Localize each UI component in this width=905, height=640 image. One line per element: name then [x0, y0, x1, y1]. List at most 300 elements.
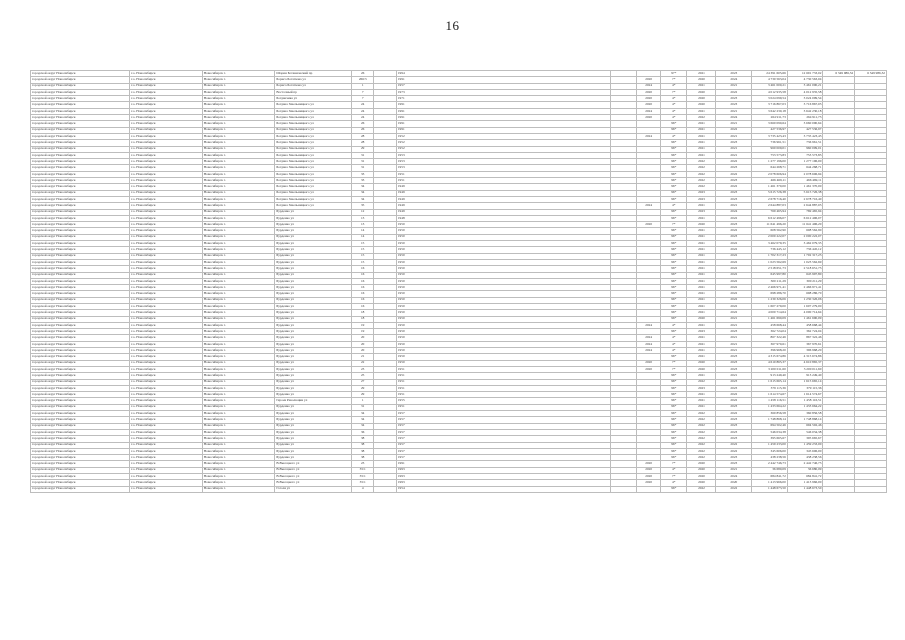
house-cell: 13: [351, 215, 373, 221]
end-year-cell: 2021: [716, 467, 752, 473]
fund-cost-cell: 608 562,90: [787, 228, 823, 234]
city-cell: Новосибирск г.: [202, 379, 275, 385]
total-cost-cell: 300 211,29: [752, 278, 788, 284]
total-cost-cell: 736 961,51: [752, 140, 788, 146]
work-type-cell: 1957: [396, 455, 610, 461]
street-cell: Бурденко ул: [275, 429, 352, 435]
municipality-cell: городской округ Новосибирск: [31, 278, 130, 284]
end-year-cell: 2021: [716, 146, 752, 152]
end-year-cell: 2022: [716, 285, 752, 291]
fund-cost-cell: 6 612 496,07: [787, 215, 823, 221]
street-cell: Бурденко ул: [275, 360, 352, 366]
fund-cost-cell: 36 680,09: [787, 467, 823, 473]
work-type-cell: 1950: [396, 285, 610, 291]
house-cell: 27: [351, 379, 373, 385]
house-cell: 31: [351, 159, 373, 165]
city-cell: Новосибирск г.: [202, 77, 275, 83]
municipality-cell: городской округ Новосибирск: [31, 77, 130, 83]
street-cell: Богдана Хмельницкого ул: [275, 115, 352, 121]
city-cell: Новосибирск г.: [202, 222, 275, 228]
start-year-cell: 2023: [687, 209, 716, 215]
municipality-cell: городской округ Новосибирск: [31, 234, 130, 240]
basis-cell: 2020: [637, 102, 661, 108]
house-cell: 23: [351, 461, 373, 467]
settlement-cell: г.о. Новосибирск: [130, 152, 203, 158]
house-cell: 19: [351, 329, 373, 335]
house-cell: 4: [351, 486, 373, 492]
fund-cost-cell: 3 716 867,03: [787, 102, 823, 108]
code-cell: 96*: [661, 429, 687, 435]
settlement-cell: г.о. Новосибирск: [130, 83, 203, 89]
street-cell: Бурденко ул: [275, 455, 352, 461]
start-year-cell: 2021: [687, 392, 716, 398]
code-cell: 96*: [661, 303, 687, 309]
fund-cost-cell: 1 607 279,00: [787, 303, 823, 309]
start-year-cell: 2020: [687, 102, 716, 108]
house-cell: 34: [351, 196, 373, 202]
total-cost-cell: 1 230 326,06: [752, 297, 788, 303]
settlement-cell: г.о. Новосибирск: [130, 348, 203, 354]
house-cell: 34: [351, 190, 373, 196]
settlement-cell: г.о. Новосибирск: [130, 392, 203, 398]
house-cell: 35/1: [351, 480, 373, 486]
house-cell: 14: [351, 228, 373, 234]
work-type-cell: 1950: [396, 234, 610, 240]
street-cell: Богдана Хмельницкого ул: [275, 102, 352, 108]
city-cell: Новосибирск г.: [202, 241, 275, 247]
start-year-cell: 2020: [687, 360, 716, 366]
municipality-cell: городской округ Новосибирск: [31, 461, 130, 467]
total-cost-cell: 466 469,11: [752, 178, 788, 184]
code-cell: 4*: [661, 102, 687, 108]
fund-cost-cell: 1 461 690,09: [787, 316, 823, 322]
house-cell: 16: [351, 297, 373, 303]
fund-cost-cell: 345 606,00: [787, 448, 823, 454]
total-cost-cell: 1 458 116,51: [752, 398, 788, 404]
start-year-cell: 2020: [687, 222, 716, 228]
city-cell: Новосибирск г.: [202, 102, 275, 108]
total-cost-cell: 396 968,20: [752, 348, 788, 354]
end-year-cell: 2023: [716, 417, 752, 423]
code-cell: 7*: [661, 474, 687, 480]
start-year-cell: 2020: [687, 96, 716, 102]
street-cell: Бурденко ул: [275, 316, 352, 322]
start-year-cell: 2021: [687, 121, 716, 127]
fund-cost-cell: 4 012 935,58: [787, 89, 823, 95]
code-cell: 7*: [661, 77, 687, 83]
total-cost-cell: 1 748 868,14: [752, 417, 788, 423]
street-cell: Бурденко ул: [275, 417, 352, 423]
municipality-cell: городской округ Новосибирск: [31, 398, 130, 404]
city-cell: Новосибирск г.: [202, 291, 275, 297]
street-cell: Богдана Хмельницкого ул: [275, 165, 352, 171]
municipality-cell: городской округ Новосибирск: [31, 115, 130, 121]
fund-cost-cell: 1 230 326,06: [787, 297, 823, 303]
settlement-cell: г.о. Новосибирск: [130, 461, 203, 467]
street-cell: Бурденко ул: [275, 247, 352, 253]
end-year-cell: 2021: [716, 83, 752, 89]
work-type-cell: 1950: [396, 360, 610, 366]
settlement-cell: г.о. Новосибирск: [130, 241, 203, 247]
settlement-cell: г.о. Новосибирск: [130, 429, 203, 435]
municipality-cell: городской округ Новосибирск: [31, 474, 130, 480]
work-type-cell: 1949: [396, 209, 610, 215]
settlement-cell: г.о. Новосибирск: [130, 253, 203, 259]
end-year-cell: 2022: [716, 247, 752, 253]
end-year-cell: 2023: [716, 102, 752, 108]
capital-repair-table: [30, 70, 887, 493]
municipality-cell: городской округ Новосибирск: [31, 196, 130, 202]
house-cell: 1: [351, 398, 373, 404]
city-cell: Новосибирск г.: [202, 272, 275, 278]
end-year-cell: 2021: [716, 341, 752, 347]
city-cell: Новосибирск г.: [202, 486, 275, 492]
house-cell: 18: [351, 316, 373, 322]
start-year-cell: 2022: [687, 159, 716, 165]
start-year-cell: 2021: [687, 354, 716, 360]
code-cell: 96*: [661, 329, 687, 335]
end-year-cell: 2022: [716, 411, 752, 417]
total-cost-cell: 1 413 966,00: [752, 480, 788, 486]
total-cost-cell: 2 442 746,73: [752, 461, 788, 467]
code-cell: 96*: [661, 140, 687, 146]
house-cell: 26: [351, 121, 373, 127]
work-type-cell: 1952: [396, 133, 610, 139]
city-cell: Новосибирск г.: [202, 467, 275, 473]
start-year-cell: 2020: [687, 467, 716, 473]
fund-cost-cell: 3 642 230,18: [787, 108, 823, 114]
street-cell: Богдана Хмельницкого ул: [275, 127, 352, 133]
total-cost-cell: 1 433 664,22: [752, 404, 788, 410]
end-year-cell: 2022: [716, 259, 752, 265]
code-cell: 96*: [661, 121, 687, 127]
code-cell: 96*: [661, 196, 687, 202]
end-year-cell: 2022: [716, 486, 752, 492]
municipality-cell: городской округ Новосибирск: [31, 127, 130, 133]
total-cost-cell: 3 461 000,21: [752, 83, 788, 89]
street-cell: В.Высоцкого ул: [275, 474, 352, 480]
municipality-cell: городской округ Новосибирск: [31, 272, 130, 278]
total-cost-cell: 546 034,38: [752, 429, 788, 435]
municipality-cell: городской округ Новосибирск: [31, 385, 130, 391]
city-cell: Новосибирск г.: [202, 474, 275, 480]
fund-cost-cell: 2 466 971,41: [787, 285, 823, 291]
settlement-cell: г.о. Новосибирск: [130, 215, 203, 221]
settlement-cell: г.о. Новосибирск: [130, 398, 203, 404]
code-cell: 96*: [661, 165, 687, 171]
work-type-cell: 1993: [396, 474, 610, 480]
fund-cost-cell: 1 023 562,69: [787, 259, 823, 265]
settlement-cell: г.о. Новосибирск: [130, 417, 203, 423]
house-cell: 16: [351, 303, 373, 309]
city-cell: Новосибирск г.: [202, 190, 275, 196]
city-cell: Новосибирск г.: [202, 411, 275, 417]
start-year-cell: 2020: [687, 316, 716, 322]
house-cell: 15: [351, 247, 373, 253]
total-cost-cell: 4 012 935,58: [752, 89, 788, 95]
city-cell: Новосибирск г.: [202, 278, 275, 284]
work-type-cell: 1952: [396, 146, 610, 152]
end-year-cell: 2022: [716, 442, 752, 448]
municipality-cell: городской округ Новосибирск: [31, 96, 130, 102]
settlement-cell: г.о. Новосибирск: [130, 404, 203, 410]
code-cell: 96*: [661, 442, 687, 448]
fund-cost-cell: 1 748 868,14: [787, 417, 823, 423]
start-year-cell: 2021: [687, 140, 716, 146]
municipality-cell: городской округ Новосибирск: [31, 171, 130, 177]
municipality-cell: городской округ Новосибирск: [31, 178, 130, 184]
end-year-cell: 2023: [716, 71, 752, 77]
total-cost-cell: 345 606,00: [752, 448, 788, 454]
work-type-cell: 1950: [396, 354, 610, 360]
fund-cost-cell: 3 024 099,54: [787, 96, 823, 102]
house-cell: 16: [351, 272, 373, 278]
work-type-cell: 1950: [396, 247, 610, 253]
start-year-cell: 2021: [687, 241, 716, 247]
municipality-cell: городской округ Новосибирск: [31, 215, 130, 221]
end-year-cell: 2022: [716, 253, 752, 259]
municipality-cell: городской округ Новосибирск: [31, 259, 130, 265]
code-cell: 4*: [661, 341, 687, 347]
fund-cost-cell: 1 459 233,00: [787, 442, 823, 448]
end-year-cell: 2022: [716, 266, 752, 272]
municipality-cell: городской округ Новосибирск: [31, 108, 130, 114]
total-cost-cell: 867 322,46: [752, 335, 788, 341]
house-cell: 34: [351, 184, 373, 190]
house-cell: 15: [351, 241, 373, 247]
code-cell: 96*: [661, 215, 687, 221]
house-cell: 28: [351, 140, 373, 146]
street-cell: В.Высоцкого ул: [275, 461, 352, 467]
municipality-cell: городской округ Новосибирск: [31, 366, 130, 372]
work-type-cell: 1951: [396, 178, 610, 184]
street-cell: Богдана Хмельницкого ул: [275, 184, 352, 190]
municipality-cell: городской округ Новосибирск: [31, 348, 130, 354]
total-cost-cell: 360 856,58: [752, 411, 788, 417]
city-cell: Новосибирск г.: [202, 385, 275, 391]
work-type-cell: 1950: [396, 322, 610, 328]
street-cell: Богдана Хмельницкого ул: [275, 146, 352, 152]
work-type-cell: 1950: [396, 266, 610, 272]
total-cost-cell: 645 997,80: [752, 272, 788, 278]
total-cost-cell: 395 665,67: [752, 436, 788, 442]
street-cell: Бурденко ул: [275, 423, 352, 429]
fund-cost-cell: 3 461 000,21: [787, 83, 823, 89]
settlement-cell: г.о. Новосибирск: [130, 341, 203, 347]
municipality-cell: городской округ Новосибирск: [31, 140, 130, 146]
work-type-cell: 1951: [396, 373, 610, 379]
code-cell: 96*: [661, 423, 687, 429]
end-year-cell: 2023: [716, 455, 752, 461]
street-cell: Богдана Хмельницкого ул: [275, 196, 352, 202]
start-year-cell: 2022: [687, 178, 716, 184]
city-cell: Новосибирск г.: [202, 285, 275, 291]
code-cell: 96*: [661, 392, 687, 398]
street-cell: Богдана Хмельницкого ул: [275, 171, 352, 177]
start-year-cell: 2021: [687, 398, 716, 404]
total-cost-cell: 1 615 665,14: [752, 379, 788, 385]
end-year-cell: 2022: [716, 241, 752, 247]
municipality-cell: городской округ Новосибирск: [31, 152, 130, 158]
total-cost-cell: 1 461 370,00: [752, 184, 788, 190]
house-cell: 31: [351, 404, 373, 410]
house-cell: 12: [351, 209, 373, 215]
code-cell: 96*: [661, 297, 687, 303]
total-cost-cell: 36 680,09: [752, 467, 788, 473]
city-cell: Новосибирск г.: [202, 373, 275, 379]
total-cost-cell: 427 536,97: [752, 127, 788, 133]
settlement-cell: г.о. Новосибирск: [130, 190, 203, 196]
settlement-cell: г.о. Новосибирск: [130, 423, 203, 429]
street-cell: Бурденко ул: [275, 348, 352, 354]
basis-cell: 2020: [637, 115, 661, 121]
code-cell: 4*: [661, 335, 687, 341]
house-cell: 35: [351, 203, 373, 209]
start-year-cell: 2021: [687, 127, 716, 133]
fund-cost-cell: 645 997,80: [787, 272, 823, 278]
settlement-cell: г.о. Новосибирск: [130, 278, 203, 284]
total-cost-cell: 3 462 079,35: [752, 241, 788, 247]
settlement-cell: г.о. Новосибирск: [130, 442, 203, 448]
work-type-cell: 1950: [396, 228, 610, 234]
street-cell: Бурденко ул: [275, 411, 352, 417]
street-cell: Бурденко ул: [275, 297, 352, 303]
street-cell: Бурденко ул: [275, 278, 352, 284]
house-cell: 266/3: [351, 77, 373, 83]
work-type-cell: 1950: [396, 253, 610, 259]
municipality-cell: городской округ Новосибирск: [31, 253, 130, 259]
city-cell: Новосибирск г.: [202, 171, 275, 177]
start-year-cell: 2021: [687, 203, 716, 209]
total-cost-cell: 2 078 606,94: [752, 171, 788, 177]
code-cell: 4*: [661, 115, 687, 121]
municipality-cell: городской округ Новосибирск: [31, 209, 130, 215]
city-cell: Новосибирск г.: [202, 423, 275, 429]
end-year-cell: 2024: [716, 474, 752, 480]
end-year-cell: 2022: [716, 184, 752, 190]
city-cell: Новосибирск г.: [202, 178, 275, 184]
settlement-cell: г.о. Новосибирск: [130, 366, 203, 372]
code-cell: 4*: [661, 96, 687, 102]
fund-cost-cell: 466 469,11: [787, 178, 823, 184]
city-cell: Новосибирск г.: [202, 316, 275, 322]
end-year-cell: 2023: [716, 423, 752, 429]
page-number: 16: [445, 18, 460, 33]
settlement-cell: г.о. Новосибирск: [130, 411, 203, 417]
work-type-cell: 1950: [396, 316, 610, 322]
end-year-cell: 2021: [716, 348, 752, 354]
start-year-cell: 2021: [687, 152, 716, 158]
municipality-cell: городской округ Новосибирск: [31, 480, 130, 486]
start-year-cell: 2021: [687, 297, 716, 303]
city-cell: Новосибирск г.: [202, 121, 275, 127]
settlement-cell: г.о. Новосибирск: [130, 436, 203, 442]
code-cell: 96*: [661, 259, 687, 265]
end-year-cell: 2023: [716, 385, 752, 391]
work-type-cell: 1951: [396, 392, 610, 398]
street-cell: Бурденко ул: [275, 385, 352, 391]
municipality-cell: городской округ Новосибирск: [31, 373, 130, 379]
work-type-cell: 1951: [396, 379, 610, 385]
end-year-cell: 2023: [716, 190, 752, 196]
city-cell: Новосибирск г.: [202, 360, 275, 366]
basis-cell: 2020: [637, 474, 661, 480]
city-cell: Новосибирск г.: [202, 297, 275, 303]
house-cell: 31: [351, 152, 373, 158]
city-cell: Новосибирск г.: [202, 429, 275, 435]
end-year-cell: 2023: [716, 354, 752, 360]
municipality-cell: городской округ Новосибирск: [31, 133, 130, 139]
house-cell: 16: [351, 291, 373, 297]
code-cell: 96*: [661, 404, 687, 410]
work-type-cell: 1957: [396, 423, 610, 429]
end-year-cell: 2024: [716, 209, 752, 215]
municipality-cell: городской округ Новосибирск: [31, 417, 130, 423]
start-year-cell: 2021: [687, 348, 716, 354]
end-year-cell: 2022: [716, 291, 752, 297]
house-cell: 35/1: [351, 474, 373, 480]
street-cell: Бурденко ул: [275, 272, 352, 278]
municipality-cell: городской округ Новосибирск: [31, 285, 130, 291]
work-type-cell: 1957: [396, 417, 610, 423]
code-cell: 96*: [661, 190, 687, 196]
city-cell: Новосибирск г.: [202, 140, 275, 146]
code-cell: 4*: [661, 480, 687, 486]
code-cell: 97*: [661, 71, 687, 77]
end-year-cell: 2023: [716, 436, 752, 442]
street-cell: Богдана Хмельницкого ул: [275, 108, 352, 114]
code-cell: 96*: [661, 398, 687, 404]
end-year-cell: 2023: [716, 196, 752, 202]
fund-cost-cell: 4 315 674,86: [787, 354, 823, 360]
settlement-cell: г.о. Новосибирск: [130, 360, 203, 366]
house-cell: 23: [351, 366, 373, 372]
street-cell: Героев Революции ул: [275, 398, 352, 404]
work-type-cell: 1950: [396, 272, 610, 278]
house-cell: 29: [351, 392, 373, 398]
code-cell: 96*: [661, 291, 687, 297]
house-cell: 7: [351, 89, 373, 95]
end-year-cell: 2021: [716, 373, 752, 379]
settlement-cell: г.о. Новосибирск: [130, 196, 203, 202]
settlement-cell: г.о. Новосибирск: [130, 385, 203, 391]
start-year-cell: 2022: [687, 171, 716, 177]
street-cell: В.Высоцкого ул: [275, 467, 352, 473]
total-cost-cell: 11 641 496,20: [752, 222, 788, 228]
code-cell: 96*: [661, 266, 687, 272]
fund-cost-cell: 644 268,71: [787, 165, 823, 171]
total-cost-cell: 1 702 317,23: [752, 253, 788, 259]
fund-cost-cell: 11 641 496,20: [787, 222, 823, 228]
start-year-cell: 2021: [687, 404, 716, 410]
settlement-cell: г.о. Новосибирск: [130, 77, 203, 83]
work-type-cell: 1950: [396, 335, 610, 341]
work-type-cell: 1957: [396, 448, 610, 454]
settlement-cell: г.о. Новосибирск: [130, 127, 203, 133]
end-year-cell: 2023: [716, 140, 752, 146]
street-cell: Богдана Хмельницкого ул: [275, 190, 352, 196]
start-year-cell: 2023: [687, 329, 716, 335]
work-type-cell: 1991: [396, 102, 610, 108]
municipality-cell: городской округ Новосибирск: [31, 429, 130, 435]
code-cell: 96*: [661, 178, 687, 184]
house-cell: 38: [351, 436, 373, 442]
start-year-cell: 2022: [687, 379, 716, 385]
city-cell: Новосибирск г.: [202, 322, 275, 328]
end-year-cell: 2022: [716, 310, 752, 316]
building-cell: [374, 486, 396, 492]
settlement-cell: г.о. Новосибирск: [130, 102, 203, 108]
